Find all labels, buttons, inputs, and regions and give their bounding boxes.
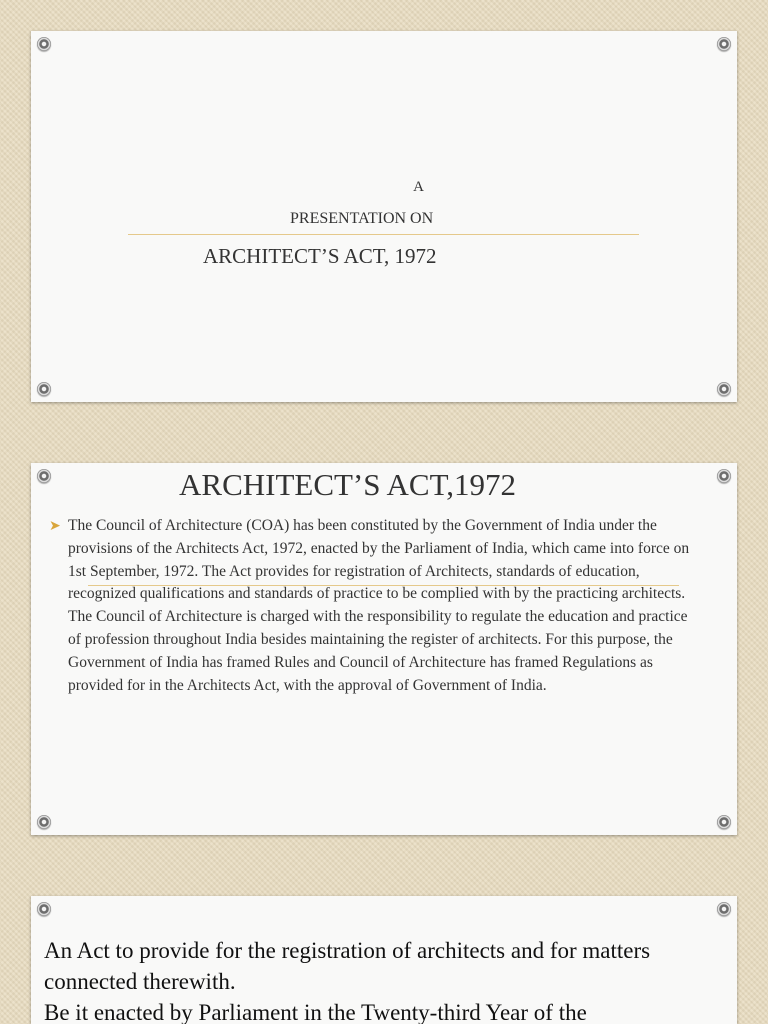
rivet-icon: [37, 382, 51, 396]
slide-2: [31, 463, 737, 835]
rivet-icon: [717, 469, 731, 483]
rivet-icon: [37, 902, 51, 916]
rivet-icon: [37, 37, 51, 51]
slide-2-body-text: The Council of Architecture (COA) has been constituted by the Government of India under the provisions of the Architects Act, 1972, enacted by the Parliament of India, which came into force on 1st September, 1972. The Act provides for registration of Architects, standards of education, recognized qualifications and standards of practice to be complied with by the practicing architects. The Council of Architecture is charged with the responsibility to regulate the education and practice of profession throughout India besides maintaining the register of architects. For this purpose, the Government of India has framed Rules and Council of Architecture has framed Regulations as provided for in the Architects Act, with the approval of Government of India.: [68, 517, 690, 694]
rivet-icon: [37, 815, 51, 829]
slide-1-title: ARCHITECT’S ACT, 1972: [203, 244, 437, 268]
rivet-icon: [717, 37, 731, 51]
slide-1-line-a: A: [413, 179, 424, 195]
slide-2-title: ARCHITECT’S ACT,1972: [179, 467, 516, 502]
slide-1-presentation-on: PRESENTATION ON: [290, 210, 434, 227]
slide-3: [31, 896, 737, 1024]
slide-1: [31, 31, 737, 402]
rivet-icon: [717, 382, 731, 396]
arrow-bullet-icon: ➤: [49, 518, 61, 534]
slide-3-line-1: An Act to provide for the registration of architects and for matters connected therewith.: [44, 938, 651, 994]
rivet-icon: [717, 902, 731, 916]
rivet-icon: [37, 469, 51, 483]
rivet-icon: [717, 815, 731, 829]
slide-3-body: [44, 935, 724, 1024]
divider: [128, 234, 639, 235]
slide-3-line-2: Be it enacted by Parliament in the Twenty-third Year of the: [44, 1000, 587, 1024]
